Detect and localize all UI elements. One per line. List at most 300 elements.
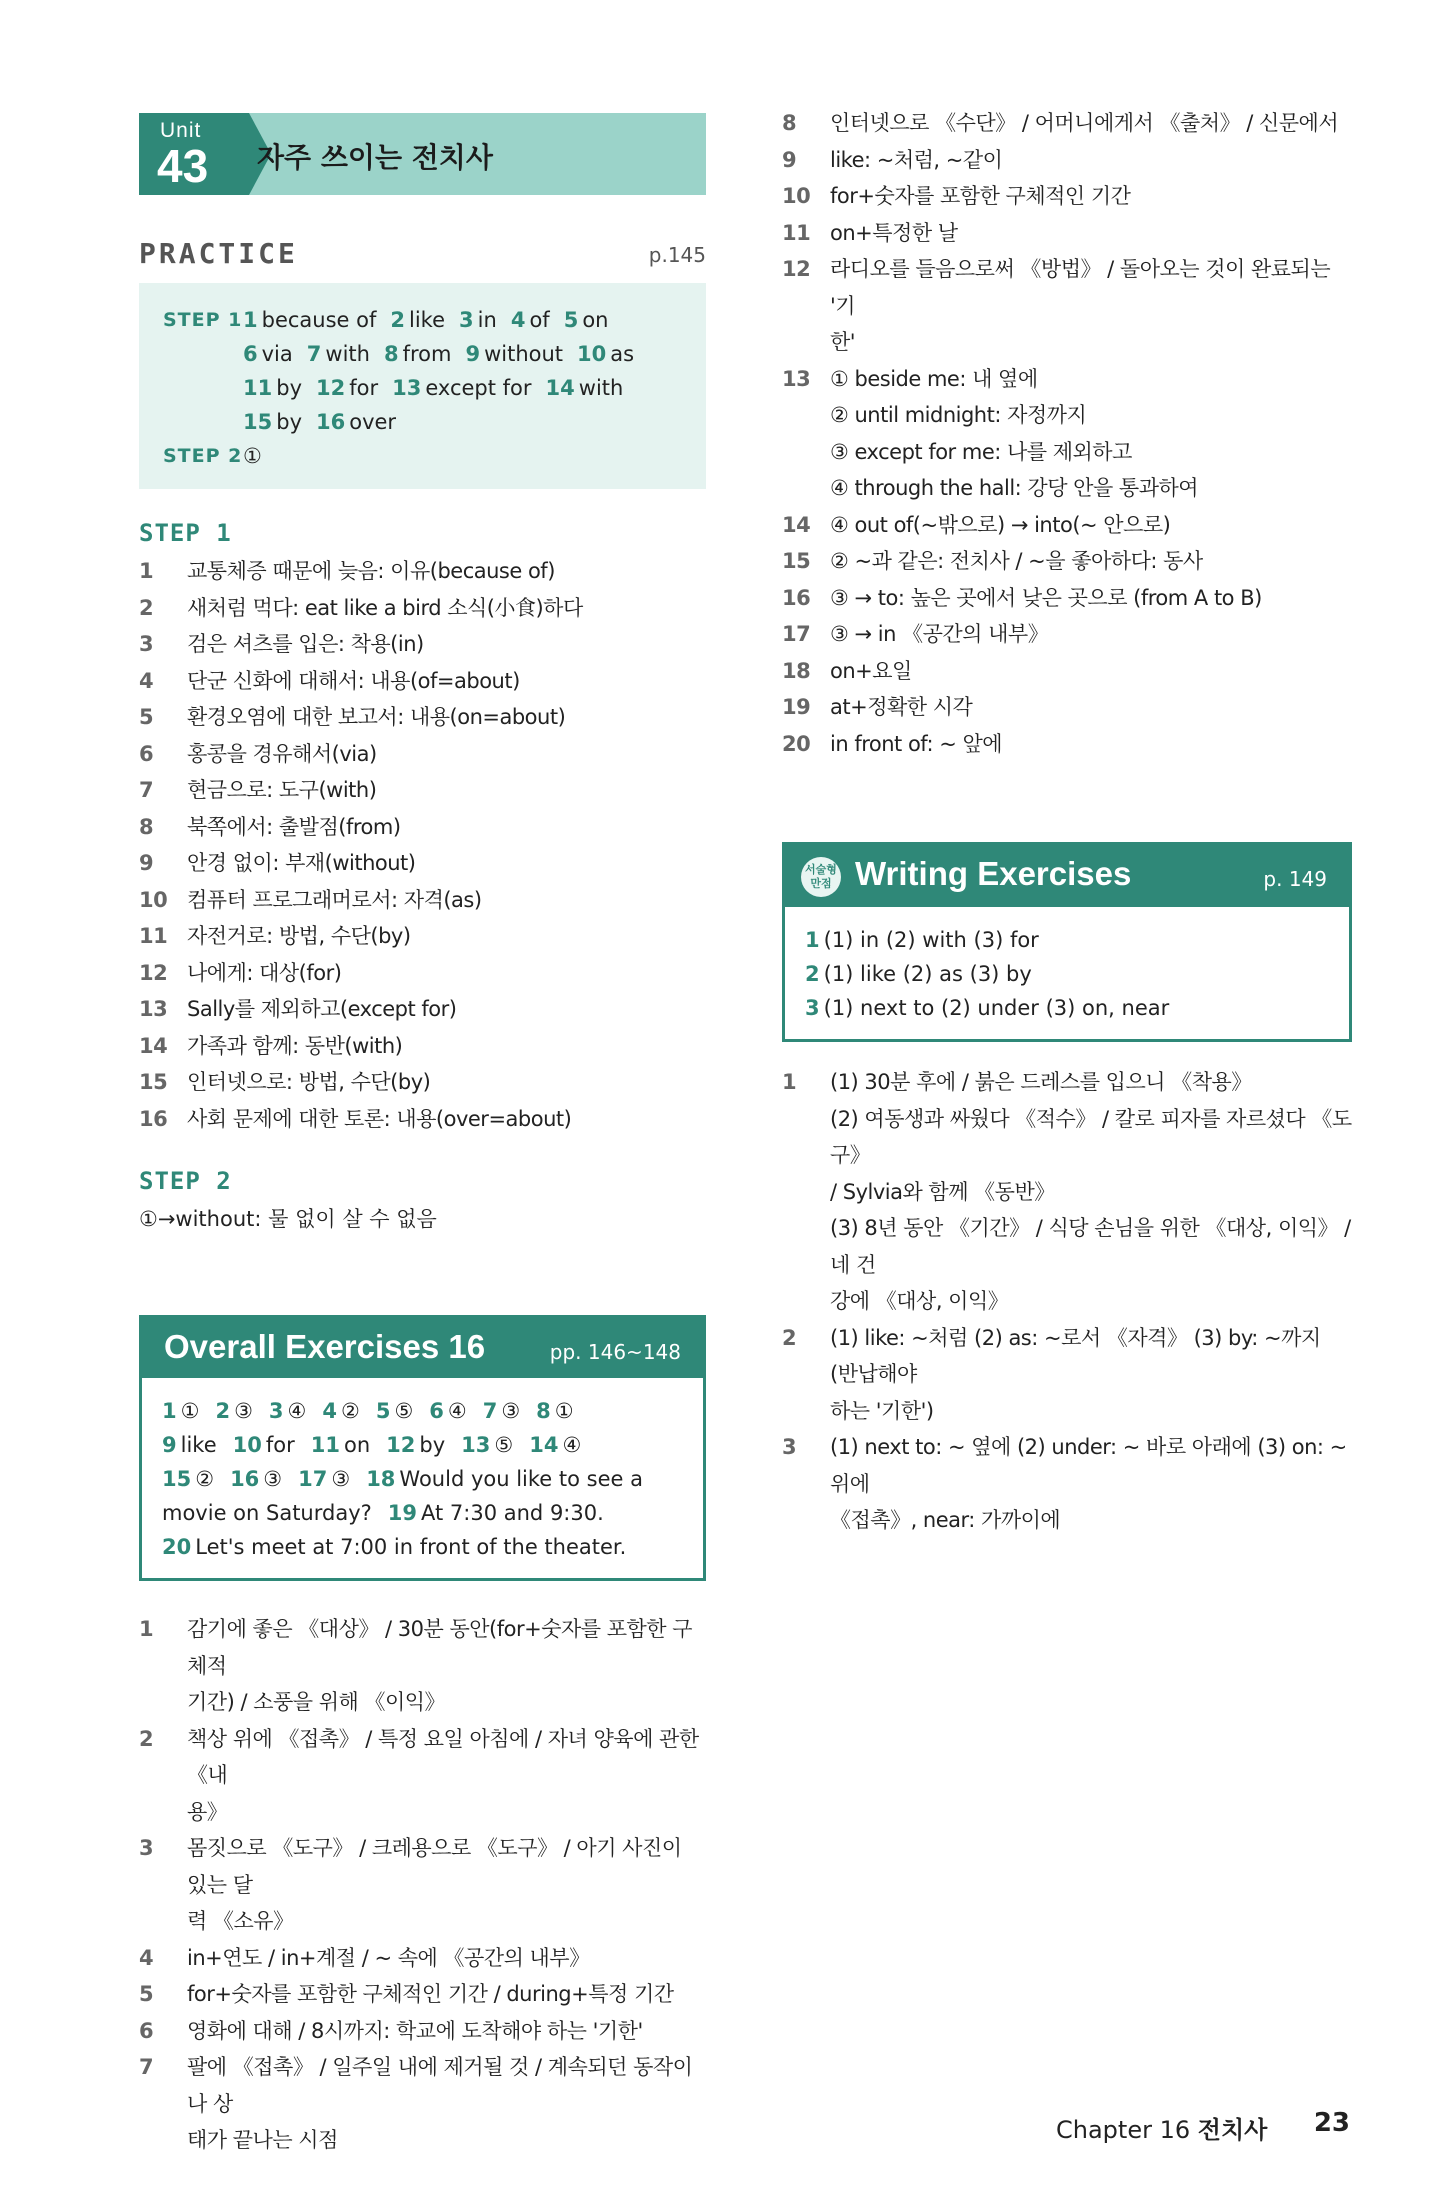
answer-number: 8 xyxy=(536,1399,551,1423)
answer-text: with xyxy=(325,342,370,366)
item-number: 15 xyxy=(139,1070,168,1094)
practice-header xyxy=(139,233,706,275)
answer-number: 16 xyxy=(230,1467,260,1491)
item-text-line: 책상 위에 《접촉》 / 특정 요일 아침에 / 자녀 양육에 관한 《내 xyxy=(187,1726,699,1787)
list-item xyxy=(139,1830,706,1940)
item-text-line: for+숫자를 포함한 구체적인 기간 / during+특정 기간 xyxy=(187,1982,674,2006)
list-item xyxy=(139,590,706,627)
answer-text: ③ xyxy=(234,1399,253,1423)
item-text-line: 력 《소유》 xyxy=(187,1909,294,1933)
item-text-line: ② ~과 같은: 전치사 / ~을 좋아하다: 동사 xyxy=(830,549,1203,573)
practice-answer-items xyxy=(163,405,684,439)
item-text: 단군 신화에 대해서: 내용(of=about) xyxy=(187,668,520,693)
list-item xyxy=(782,178,1352,215)
step2-answer-value: ① xyxy=(243,444,262,468)
answer-number: 8 xyxy=(383,342,399,366)
overall-answer-item xyxy=(233,1433,295,1457)
answer-number: 12 xyxy=(316,376,346,400)
item-text-line: 하는 '기한') xyxy=(830,1398,934,1423)
step1-explanation-list xyxy=(139,553,706,1137)
list-item xyxy=(782,142,1352,179)
answer-number: 6 xyxy=(243,342,258,366)
practice-answer-item xyxy=(243,410,302,434)
practice-page-ref: p.145 xyxy=(648,243,706,267)
practice-answer-item xyxy=(307,342,370,366)
overall-explanation-list-right xyxy=(782,105,1352,762)
overall-answer-item xyxy=(215,1399,252,1423)
item-number: 7 xyxy=(139,2055,154,2079)
list-item xyxy=(782,1320,1352,1430)
writing-exercises-answers xyxy=(785,907,1349,1039)
item-number: 15 xyxy=(782,549,811,573)
item-text: Sally를 제외하고(except for) xyxy=(187,997,457,1021)
item-text-line: ④ through the hall: 강당 안을 통과하여 xyxy=(830,476,1199,500)
answer-text: in xyxy=(477,308,497,332)
item-text: 자전거로: 방법, 수단(by) xyxy=(187,924,411,948)
overall-answer-item xyxy=(230,1467,282,1491)
answer-number: 1 xyxy=(805,928,820,952)
list-item xyxy=(139,626,706,663)
item-text-line: 강에 《대상, 이익》 xyxy=(830,1289,1009,1313)
overall-answer-item xyxy=(529,1433,581,1457)
answer-text: by xyxy=(276,376,302,400)
practice-answer-row xyxy=(163,337,684,371)
answer-number: 14 xyxy=(545,376,575,400)
answer-number: 2 xyxy=(215,1399,231,1423)
item-number: 18 xyxy=(782,658,811,683)
item-text-line: ② until midnight: 자정까지 xyxy=(830,403,1087,427)
answer-number: 20 xyxy=(162,1535,192,1559)
footer-chapter xyxy=(1056,2110,1267,2145)
unit-number: 43 xyxy=(157,140,209,192)
item-text-line: ③ → in 《공간의 내부》 xyxy=(830,622,1049,646)
overall-answer-item xyxy=(536,1399,573,1423)
item-number: 3 xyxy=(782,1435,797,1459)
item-text-line: in front of: ~ 앞에 xyxy=(830,731,1003,756)
list-item xyxy=(782,361,1352,507)
answer-text: ④ xyxy=(447,1399,467,1423)
answer-text: ② xyxy=(195,1467,215,1491)
answer-number: 7 xyxy=(306,342,322,366)
item-text-line: 한' xyxy=(830,330,856,354)
overall-answer-row xyxy=(162,1496,683,1530)
practice-answer-item xyxy=(459,308,497,332)
item-text-line: on+특정한 날 xyxy=(830,220,958,245)
item-text-line: 태가 끝나는 시점 xyxy=(187,2128,338,2152)
item-number: 12 xyxy=(782,257,811,281)
answer-number: 15 xyxy=(243,410,273,434)
answer-number: 18 xyxy=(366,1467,396,1491)
answer-number: 10 xyxy=(232,1433,262,1457)
answer-number: 7 xyxy=(482,1399,498,1423)
item-text-line: 용》 xyxy=(187,1799,228,1824)
item-number: 13 xyxy=(782,366,811,391)
item-text-line: (3) 8년 동안 《기간》 / 식당 손님을 위한 《대상, 이익》 / 네 건 xyxy=(830,1216,1351,1277)
answer-number: 11 xyxy=(310,1433,340,1457)
answer-text: on xyxy=(343,1433,371,1457)
item-text: 현금으로: 도구(with) xyxy=(187,778,377,802)
list-item xyxy=(139,809,706,846)
item-text: 홍콩을 경유해서(via) xyxy=(187,741,377,766)
step2-label: STEP 2 xyxy=(163,445,243,467)
answer-text: by xyxy=(419,1433,446,1457)
unit-badge xyxy=(139,113,249,195)
writing-exercises-header xyxy=(785,845,1349,907)
writing-explanation-list xyxy=(782,1064,1352,1539)
list-item xyxy=(139,663,706,700)
answer-number: 2 xyxy=(390,308,406,332)
list-item xyxy=(139,699,706,736)
list-item xyxy=(782,251,1352,361)
list-item xyxy=(139,1611,706,1721)
overall-exercises-box xyxy=(139,1315,706,1581)
item-text-line: (1) like: ~처럼 (2) as: ~로서 《자격》 (3) by: ~까지 (반납해야 xyxy=(830,1325,1321,1386)
practice-answer-item xyxy=(384,342,452,366)
list-item xyxy=(139,1940,706,1977)
item-number: 4 xyxy=(139,1945,154,1970)
item-text-line: 감기에 좋은 《대상》 / 30분 동안(for+숫자를 포함한 구체적 xyxy=(187,1617,693,1678)
item-text: 안경 없이: 부재(without) xyxy=(187,851,416,875)
practice-answer-item xyxy=(546,376,624,400)
answer-number: 1 xyxy=(243,308,258,332)
item-number: 3 xyxy=(139,1836,154,1860)
item-text-line: ③ except for me: 나를 제외하고 xyxy=(830,439,1132,464)
list-item xyxy=(139,2013,706,2050)
answer-number: 10 xyxy=(577,342,607,366)
answer-text: ② xyxy=(340,1399,360,1423)
item-text: 나에게: 대상(for) xyxy=(187,960,342,985)
item-text-line: (1) next to: ~ 옆에 (2) under: ~ 바로 아래에 (3) on: ~ 위에 xyxy=(830,1435,1347,1496)
answer-number: 5 xyxy=(375,1399,391,1423)
step1-label: STEP 1 xyxy=(163,309,243,331)
overall-exercises-answers xyxy=(142,1378,703,1578)
list-item xyxy=(139,1721,706,1831)
practice-answer-item xyxy=(392,376,531,400)
item-text-line: 영화에 대해 / 8시까지: 학교에 도착해야 하는 '기한' xyxy=(187,2018,643,2043)
answer-text: (1) in (2) with (3) for xyxy=(823,928,1039,952)
item-text-line: (1) 30분 후에 / 붉은 드레스를 입으니 《착용》 xyxy=(830,1070,1252,1094)
answer-text: movie on Saturday? xyxy=(162,1501,372,1525)
writing-badge-icon: 서술형 만점 xyxy=(801,857,841,897)
item-text-line: / Sylvia와 함께 《동반》 xyxy=(830,1179,1055,1204)
item-number: 10 xyxy=(139,887,168,912)
item-number: 5 xyxy=(139,705,154,729)
overall-answer-item xyxy=(162,1501,372,1525)
step2-section-label: STEP 2 xyxy=(139,1167,232,1195)
list-item xyxy=(139,1976,706,2013)
answer-text: ④ xyxy=(562,1433,582,1457)
writing-answer-row xyxy=(805,923,1329,957)
answer-text: of xyxy=(529,308,550,332)
item-text: 컴퓨터 프로그래머로서: 자격(as) xyxy=(187,887,482,912)
answer-text: because of xyxy=(261,308,377,332)
answer-text: over xyxy=(349,410,397,434)
overall-exercises-page-ref: pp. 146~148 xyxy=(549,1340,681,1364)
practice-answer-item xyxy=(316,410,396,434)
left-column xyxy=(139,113,706,2159)
item-number: 20 xyxy=(782,731,811,756)
practice-answer-items xyxy=(163,337,684,371)
item-text-line: 라디오를 들음으로써 《방법》 / 돌아오는 것이 완료되는 '기 xyxy=(830,257,1331,318)
answer-text: ④ xyxy=(287,1399,307,1423)
practice-step1-answers xyxy=(163,303,684,439)
unit-title: 자주 쓰이는 전치사 xyxy=(257,141,493,174)
item-text: 가족과 함께: 동반(with) xyxy=(187,1033,403,1058)
overall-answer-item xyxy=(461,1433,513,1457)
practice-step2-answer xyxy=(163,439,684,473)
answer-text: (1) next to (2) under (3) on, near xyxy=(823,996,1170,1020)
list-item xyxy=(139,1028,706,1065)
list-item xyxy=(139,845,706,882)
item-number: 19 xyxy=(782,695,811,719)
answer-number: 17 xyxy=(298,1467,328,1491)
item-number: 5 xyxy=(139,1982,154,2006)
item-text-line: 몸짓으로 《도구》 / 크레용으로 《도구》 / 아기 사진이 있는 달 xyxy=(187,1836,682,1897)
right-column xyxy=(782,113,1352,1539)
item-text-line: at+정확한 시각 xyxy=(830,695,973,719)
answer-number: 5 xyxy=(563,308,579,332)
answer-number: 13 xyxy=(392,376,422,400)
item-number: 2 xyxy=(139,595,154,620)
item-number: 14 xyxy=(139,1033,168,1058)
item-text: 환경오염에 대한 보고서: 내용(on=about) xyxy=(187,705,566,729)
item-text-line: in+연도 / in+계절 / ~ 속에 《공간의 내부》 xyxy=(187,1945,590,1970)
practice-answer-box xyxy=(139,283,706,489)
item-number: 6 xyxy=(139,741,154,766)
list-item xyxy=(782,580,1352,617)
answer-number: 19 xyxy=(387,1501,418,1525)
item-text-line: like: ~처럼, ~같이 xyxy=(830,147,1003,172)
answer-number: 1 xyxy=(162,1399,177,1423)
item-number: 16 xyxy=(139,1106,168,1131)
overall-answer-item xyxy=(162,1467,214,1491)
item-number: 2 xyxy=(782,1325,797,1350)
footer-chapter-prefix: Chapter 16 xyxy=(1056,2116,1191,2144)
item-text-line: for+숫자를 포함한 구체적인 기간 xyxy=(830,184,1131,208)
item-number: 12 xyxy=(139,960,168,985)
list-item xyxy=(139,772,706,809)
item-number: 1 xyxy=(782,1070,797,1094)
overall-answer-item xyxy=(322,1399,359,1423)
item-number: 11 xyxy=(782,220,811,245)
overall-answer-item xyxy=(162,1433,217,1457)
list-item xyxy=(139,1101,706,1138)
overall-exercises-title: Overall Exercises 16 xyxy=(164,1328,486,1365)
practice-title: PRACTICE xyxy=(139,237,298,270)
item-number: 14 xyxy=(782,512,811,537)
practice-answer-item xyxy=(577,342,634,366)
overall-answer-item xyxy=(429,1399,466,1423)
answer-number: 4 xyxy=(322,1399,337,1423)
list-item xyxy=(139,955,706,992)
step2-explanation xyxy=(139,1201,706,1237)
answer-text: Would you like to see a xyxy=(399,1467,643,1491)
practice-answer-row xyxy=(163,371,684,405)
answer-number: 13 xyxy=(461,1433,491,1457)
item-number: 7 xyxy=(139,778,154,802)
item-number: 8 xyxy=(139,814,154,839)
overall-answer-item xyxy=(269,1399,306,1423)
item-number: 6 xyxy=(139,2018,154,2043)
list-item xyxy=(782,726,1352,763)
overall-answer-item xyxy=(386,1433,445,1457)
overall-answer-item xyxy=(311,1433,370,1457)
writing-exercises-title: Writing Exercises xyxy=(855,855,1132,892)
answer-number: 16 xyxy=(316,410,346,434)
practice-answer-item xyxy=(316,376,378,400)
list-item xyxy=(782,689,1352,726)
practice-answer-row xyxy=(163,405,684,439)
practice-answer-item xyxy=(243,342,293,366)
list-item xyxy=(782,105,1352,142)
list-item xyxy=(782,1064,1352,1320)
footer-page-number: 23 xyxy=(1313,2108,1350,2138)
item-text-line: 《접촉》, near: 가까이에 xyxy=(830,1508,1061,1532)
list-item xyxy=(139,553,706,590)
answer-text: like xyxy=(180,1433,217,1457)
answer-text: ③ xyxy=(263,1467,283,1491)
list-item xyxy=(782,616,1352,653)
list-item xyxy=(139,1064,706,1101)
list-item xyxy=(139,991,706,1028)
item-number: 4 xyxy=(139,668,154,693)
practice-answer-item xyxy=(243,376,302,400)
answer-number: 9 xyxy=(162,1433,177,1457)
answer-text: for xyxy=(265,1433,295,1457)
overall-answer-row xyxy=(162,1530,683,1564)
answer-text: ⑤ xyxy=(394,1399,414,1423)
list-item xyxy=(139,918,706,955)
item-number: 2 xyxy=(139,1726,154,1751)
answer-number: 14 xyxy=(529,1433,559,1457)
item-number: 3 xyxy=(139,632,154,656)
overall-answer-item xyxy=(483,1399,520,1423)
item-text-line: 인터넷으로 《수단》 / 어머니에게서 《출처》 / 신문에서 xyxy=(830,111,1339,135)
item-text: 교통체증 때문에 늦음: 이유(because of) xyxy=(187,559,555,583)
answer-number: 12 xyxy=(386,1433,416,1457)
overall-answer-item xyxy=(366,1467,643,1491)
item-number: 16 xyxy=(782,585,811,610)
footer-chapter-title: 전치사 xyxy=(1197,2116,1268,2144)
answer-text: for xyxy=(349,376,379,400)
overall-answer-row xyxy=(162,1394,683,1428)
overall-exercises-header xyxy=(142,1318,703,1378)
answer-text: At 7:30 and 9:30. xyxy=(421,1501,604,1525)
overall-answer-item xyxy=(388,1501,604,1525)
item-text: 검은 셔츠를 입은: 착용(in) xyxy=(187,632,424,656)
list-item xyxy=(782,507,1352,544)
answer-text: by xyxy=(276,410,302,434)
overall-answer-item xyxy=(162,1399,199,1423)
answer-number: 6 xyxy=(429,1399,444,1423)
item-text-line: ④ out of(~밖으로) → into(~ 안으로) xyxy=(830,512,1171,537)
item-number: 17 xyxy=(782,622,811,646)
step2-explanation-text: ①→without: 물 없이 살 수 없음 xyxy=(139,1207,437,1231)
overall-explanation-list-left xyxy=(139,1611,706,2159)
item-text-line: ① beside me: 내 옆에 xyxy=(830,366,1038,391)
answer-number: 3 xyxy=(805,996,820,1020)
item-number: 9 xyxy=(139,851,154,875)
practice-answer-item xyxy=(564,308,609,332)
answer-text: except for xyxy=(425,376,532,400)
item-text: 인터넷으로: 방법, 수단(by) xyxy=(187,1070,431,1094)
answer-number: 9 xyxy=(465,342,481,366)
item-text-line: (2) 여동생과 싸웠다 《적수》 / 칼로 피자를 자르셨다 《도구》 xyxy=(830,1106,1352,1167)
item-text-line: ③ → to: 높은 곳에서 낮은 곳으로 (from A to B) xyxy=(830,585,1262,610)
list-item xyxy=(139,736,706,773)
practice-answer-item xyxy=(511,308,550,332)
item-number: 1 xyxy=(139,559,154,583)
item-number: 11 xyxy=(139,924,168,948)
item-text-line: 팔에 《접촉》 / 일주일 내에 제거될 것 / 계속되던 동작이나 상 xyxy=(187,2055,693,2116)
item-number: 1 xyxy=(139,1617,154,1641)
list-item xyxy=(139,2049,706,2159)
list-item xyxy=(782,653,1352,690)
answer-text: ① xyxy=(180,1399,200,1423)
item-text: 사회 문제에 대한 토론: 내용(over=about) xyxy=(187,1106,572,1131)
overall-answer-row xyxy=(162,1428,683,1462)
answer-text: ③ xyxy=(331,1467,351,1491)
step1-section-label: STEP 1 xyxy=(139,519,232,547)
answer-text: ① xyxy=(554,1399,574,1423)
practice-answer-items xyxy=(163,371,684,405)
unit-word: Unit xyxy=(160,119,202,142)
answer-text: ③ xyxy=(501,1399,521,1423)
answer-text: on xyxy=(582,308,609,332)
item-text-line: on+요일 xyxy=(830,658,912,683)
answer-text: with xyxy=(578,376,624,400)
item-text-line: 기간) / 소풍을 위해 《이익》 xyxy=(187,1690,446,1714)
list-item xyxy=(782,543,1352,580)
answer-number: 15 xyxy=(162,1467,192,1491)
item-number: 8 xyxy=(782,111,797,135)
answer-number: 3 xyxy=(268,1399,284,1423)
answer-number: 11 xyxy=(243,376,273,400)
page-footer xyxy=(1040,2106,1350,2146)
item-text: 새처럼 먹다: eat like a bird 소식(小食)하다 xyxy=(187,595,583,620)
item-number: 9 xyxy=(782,147,797,172)
practice-answer-row xyxy=(163,303,684,337)
list-item xyxy=(782,215,1352,252)
practice-answer-item xyxy=(390,308,445,332)
writing-exercises-page-ref: p. 149 xyxy=(1263,867,1327,891)
overall-answer-item xyxy=(298,1467,350,1491)
overall-answer-row xyxy=(162,1462,683,1496)
answer-text: without xyxy=(484,342,564,366)
overall-answer-item xyxy=(162,1535,626,1559)
answer-text: like xyxy=(409,308,446,332)
answer-text: ⑤ xyxy=(494,1433,514,1457)
item-number: 10 xyxy=(782,184,811,208)
answer-text: Let's meet at 7:00 in front of the theater. xyxy=(195,1535,627,1559)
answer-number: 2 xyxy=(805,962,820,986)
answer-number: 4 xyxy=(510,308,526,332)
answer-number: 3 xyxy=(459,308,474,332)
writing-answer-row xyxy=(805,957,1329,991)
answer-text: (1) like (2) as (3) by xyxy=(823,962,1032,986)
item-text: 북쪽에서: 출발점(from) xyxy=(187,814,401,839)
practice-answer-item xyxy=(465,342,563,366)
list-item xyxy=(139,882,706,919)
answer-text: from xyxy=(402,342,452,366)
answer-text: via xyxy=(261,342,293,366)
writing-exercises-box xyxy=(782,842,1352,1042)
overall-answer-item xyxy=(376,1399,413,1423)
practice-answer-item xyxy=(243,308,376,332)
writing-answer-row xyxy=(805,991,1329,1025)
item-number: 13 xyxy=(139,997,168,1021)
unit-header xyxy=(139,113,706,195)
